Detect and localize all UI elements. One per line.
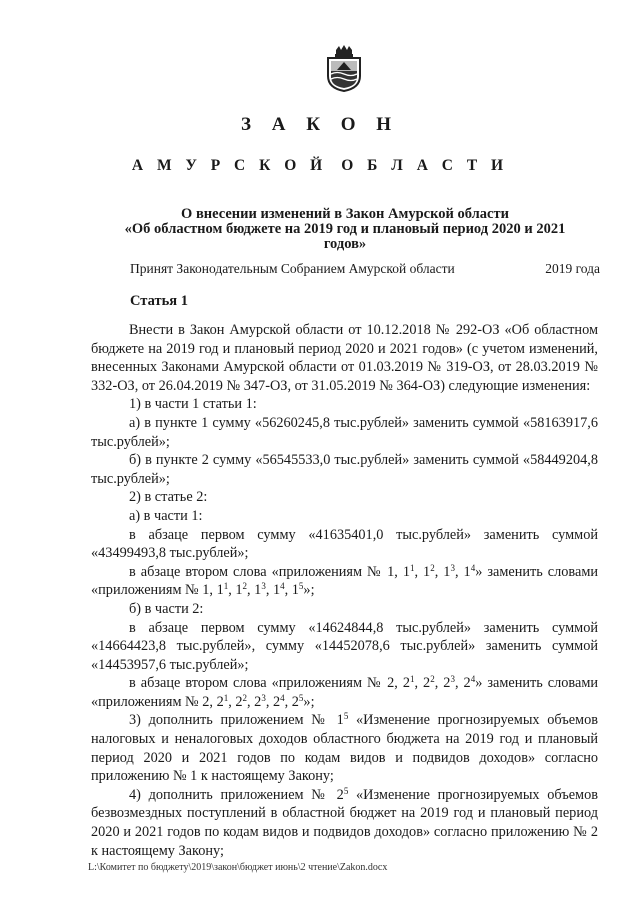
region-word-amur: А М У Р С К О Й [131,157,328,174]
document-title: З А К О Н [240,114,400,135]
body-item-2a-1: в абзаце первом сумму «41635401,0 тыс.рублей» заменить суммой «43499493,8 тыс.рублей»; [91,526,598,562]
region-word-oblast: О Б Л А С Т И [341,157,509,174]
file-path-footer: L:\Комитет по бюджету\2019\закон\бюджет июнь\2 чтение\Zakon.docx [88,862,388,873]
body-item-1b: б) в пункте 2 сумму «56545533,0 тыс.рублей» заменить суммой «58449204,8 тыс.рублей»; [91,452,598,487]
body-item-2a: а) в части 1: [129,507,203,524]
body-item-2b-2: в абзаце втором слова «приложениям № 2, $2^1$, $2^2$, $2^3$, $2^4$» заменить словами «приложениям № 2, $2^1$, $2^2$, $2^3$, $2^4$, $2^5$»; [91,674,599,710]
subject-line-1: О внесении изменений в Закон Амурской области [181,206,509,222]
body-item-2b: б) в части 2: [129,600,204,617]
body-item-2b-1: в абзаце первом сумму «14624844,8 тыс.рублей» заменить суммой «14664423,8 тыс.рублей», сумму «14452078,6 тыс.рублей» заменить суммой «14453957,6 тыс.рублей»; [91,619,598,673]
adoption-text: Принят Законодательным Собранием Амурской области [130,261,455,276]
article-heading: Статья 1 [130,293,188,309]
subject-line-3: годов» [323,236,367,252]
body-intro: Внести в Закон Амурской области от 10.12.2018 № 292-ОЗ «Об областном бюджете на 2019 год и плановый период 2020 и 2021 годов» (с учетом изменений, внесенных Законами Амурской области от 01.03.2019 № 319-ОЗ, от 28.03.2019 № 332-ОЗ, от 26.04.2019 № 347-ОЗ, от 31.05.2019 № 364-ОЗ) следующие изменения: [91,322,598,394]
body-item-1: 1) в части 1 статьи 1: [129,396,257,413]
body-item-1a: а) в пункте 1 сумму «56260245,8 тыс.рублей» заменить суммой «58163917,6 тыс.рублей»; [91,414,598,450]
body-item-2a-2: в абзаце втором слова «приложениям № 1, $1^1$, $1^2$, $1^3$, $1^4$» заменить словами «приложениям № 1, $1^1$, $1^2$, $1^3$, $1^4$, $1^5$»; [91,562,599,599]
adoption-line [130,261,600,277]
document-region-title [0,157,640,175]
adoption-year: 2019 года [545,261,600,276]
body-item-2: 2) в статье 2: [129,489,208,506]
article-body [91,321,598,860]
body-item-4: 4) дополнить приложением № $2^5$ «Изменение прогнозируемых объемов безвозмездных поступлений в областной бюджет на 2019 год и плановый период 2020 и 2021 годов по кодам видов и подвидов доходов» согласно приложению № 2 к настоящему Закону; [91,785,598,859]
body-item-3: 3) дополнить приложением № $1^5$ «Изменение прогнозируемых объемов налоговых и неналоговых доходов областного бюджета на 2019 год и плановый период 2020 и 2021 годов по кодам видов и подвидов доходов» согласно приложению № 1 к настоящему Закону; [91,711,598,785]
law-subject [100,207,590,252]
subject-line-2: «Об областном бюджете на 2019 год и плановый период 2020 и 2021 [124,221,566,237]
coat-of-arms-icon [325,44,363,92]
